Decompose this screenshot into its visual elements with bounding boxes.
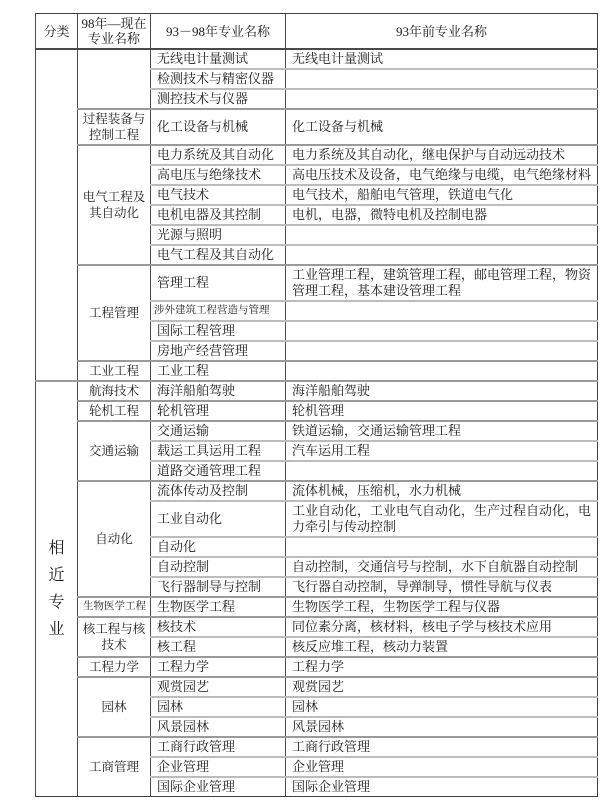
table-row [36, 361, 598, 381]
group-name-cell: 生物医学工程 [78, 597, 151, 617]
group-name-cell: 工程管理 [78, 265, 151, 361]
major-93-98-cell: 园林 [151, 697, 286, 717]
major-pre93-cell: 自动控制，交通信号与控制，水下自航器自动控制 [286, 557, 598, 577]
header-row [36, 14, 598, 50]
major-93-98-cell: 检测技术与精密仪器 [151, 69, 286, 89]
major-pre93-cell: 流体机械，压缩机，水力机械 [286, 481, 598, 501]
group-name-cell: 核工程与核技术 [78, 617, 151, 657]
major-pre93-cell [286, 361, 598, 381]
major-mapping-table [35, 13, 598, 797]
group-name-cell: 自动化 [78, 481, 151, 597]
group-name-cell: 航海技术 [78, 381, 151, 401]
major-pre93-cell [286, 461, 598, 481]
table-row [36, 109, 598, 145]
major-pre93-cell: 风景园林 [286, 717, 598, 737]
table-row [36, 49, 598, 69]
major-pre93-cell: 工程力学 [286, 657, 598, 677]
major-pre93-cell: 工商行政管理 [286, 737, 598, 757]
table-body [36, 49, 598, 797]
major-93-98-cell: 观赏园艺 [151, 677, 286, 697]
header-98-now: 98年—现在专业名称 [78, 14, 151, 50]
major-93-98-cell: 自动化 [151, 537, 286, 557]
header-93-98: 93－98年专业名称 [151, 14, 286, 50]
major-pre93-cell: 企业管理 [286, 757, 598, 777]
major-93-98-cell: 高电压与绝缘技术 [151, 165, 286, 185]
major-pre93-cell: 电机，电器，微特电机及控制电器 [286, 205, 598, 225]
major-pre93-cell: 园林 [286, 697, 598, 717]
major-93-98-cell: 交通运输 [151, 421, 286, 441]
major-93-98-cell: 涉外建筑工程营造与管理 [151, 301, 286, 321]
group-name-cell: 园林 [78, 677, 151, 737]
major-pre93-cell: 汽车运用工程 [286, 441, 598, 461]
major-93-98-cell: 国际企业管理 [151, 777, 286, 797]
major-93-98-cell: 风景园林 [151, 717, 286, 737]
major-93-98-cell: 房地产经营管理 [151, 341, 286, 361]
table-row [36, 265, 598, 301]
major-93-98-cell: 电气技术 [151, 185, 286, 205]
major-93-98-cell: 轮机管理 [151, 401, 286, 421]
major-93-98-cell: 管理工程 [151, 265, 286, 301]
major-pre93-cell [286, 537, 598, 557]
major-93-98-cell: 核技术 [151, 617, 286, 637]
table-row [36, 421, 598, 441]
table-row [36, 401, 598, 421]
major-pre93-cell [286, 341, 598, 361]
group-name-cell: 工业工程 [78, 361, 151, 381]
major-pre93-cell [286, 321, 598, 341]
major-93-98-cell: 电气工程及其自动化 [151, 245, 286, 265]
major-pre93-cell: 电力系统及其自动化，继电保护与自动远动技术 [286, 145, 598, 165]
table-row [36, 677, 598, 697]
group-name-cell [78, 49, 151, 109]
major-pre93-cell [286, 225, 598, 245]
major-93-98-cell: 自动控制 [151, 557, 286, 577]
table-row [36, 597, 598, 617]
major-93-98-cell: 无线电计量测试 [151, 49, 286, 69]
major-93-98-cell: 电力系统及其自动化 [151, 145, 286, 165]
major-pre93-cell [286, 69, 598, 89]
group-name-cell: 过程装备与控制工程 [78, 109, 151, 145]
major-pre93-cell: 工业自动化，工业电气自动化，生产过程自动化，电力牵引与传动控制 [286, 501, 598, 537]
major-93-98-cell: 工程力学 [151, 657, 286, 677]
major-93-98-cell: 化工设备与机械 [151, 109, 286, 145]
major-93-98-cell: 载运工具运用工程 [151, 441, 286, 461]
major-pre93-cell: 海洋船舶驾驶 [286, 381, 598, 401]
major-pre93-cell: 核反应堆工程，核动力装置 [286, 637, 598, 657]
table-header [36, 14, 598, 50]
major-93-98-cell: 企业管理 [151, 757, 286, 777]
header-category: 分类 [36, 14, 78, 50]
major-pre93-cell: 电气技术，船舶电气管理，铁道电气化 [286, 185, 598, 205]
major-pre93-cell: 工业管理工程，建筑管理工程，邮电管理工程，物资管理工程，基本建设管理工程 [286, 265, 598, 301]
major-93-98-cell: 光源与照明 [151, 225, 286, 245]
major-93-98-cell: 工业工程 [151, 361, 286, 381]
table-row [36, 145, 598, 165]
major-pre93-cell: 观赏园艺 [286, 677, 598, 697]
table-row [36, 737, 598, 757]
table-row [36, 481, 598, 501]
major-pre93-cell [286, 89, 598, 109]
major-93-98-cell: 海洋船舶驾驶 [151, 381, 286, 401]
major-pre93-cell: 铁道运输，交通运输管理工程 [286, 421, 598, 441]
group-name-cell: 工程力学 [78, 657, 151, 677]
major-pre93-cell: 同位素分离，核材料，核电子学与核技术应用 [286, 617, 598, 637]
category-cell: 相近专业 [36, 381, 78, 797]
major-pre93-cell: 化工设备与机械 [286, 109, 598, 145]
table-row [36, 381, 598, 401]
major-93-98-cell: 核工程 [151, 637, 286, 657]
group-name-cell: 工商管理 [78, 737, 151, 797]
major-93-98-cell: 工商行政管理 [151, 737, 286, 757]
group-name-cell: 轮机工程 [78, 401, 151, 421]
major-93-98-cell: 飞行器制导与控制 [151, 577, 286, 597]
group-name-cell: 电气工程及其自动化 [78, 145, 151, 265]
major-pre93-cell: 高电压技术及设备，电气绝缘与电缆，电气绝缘材料 [286, 165, 598, 185]
header-pre93: 93年前专业名称 [286, 14, 598, 50]
major-pre93-cell [286, 245, 598, 265]
major-93-98-cell: 流体传动及控制 [151, 481, 286, 501]
category-cell [36, 49, 78, 381]
major-93-98-cell: 国际工程管理 [151, 321, 286, 341]
major-pre93-cell: 国际企业管理 [286, 777, 598, 797]
major-93-98-cell: 电机电器及其控制 [151, 205, 286, 225]
major-93-98-cell: 道路交通管理工程 [151, 461, 286, 481]
table-row [36, 617, 598, 637]
major-pre93-cell: 轮机管理 [286, 401, 598, 421]
major-pre93-cell: 生物医学工程，生物医学工程与仪器 [286, 597, 598, 617]
major-pre93-cell: 无线电计量测试 [286, 49, 598, 69]
major-93-98-cell: 工业自动化 [151, 501, 286, 537]
major-pre93-cell [286, 301, 598, 321]
table-row [36, 657, 598, 677]
group-name-cell: 交通运输 [78, 421, 151, 481]
major-pre93-cell: 飞行器自动控制，导弹制导，惯性导航与仪表 [286, 577, 598, 597]
major-93-98-cell: 生物医学工程 [151, 597, 286, 617]
major-93-98-cell: 测控技术与仪器 [151, 89, 286, 109]
